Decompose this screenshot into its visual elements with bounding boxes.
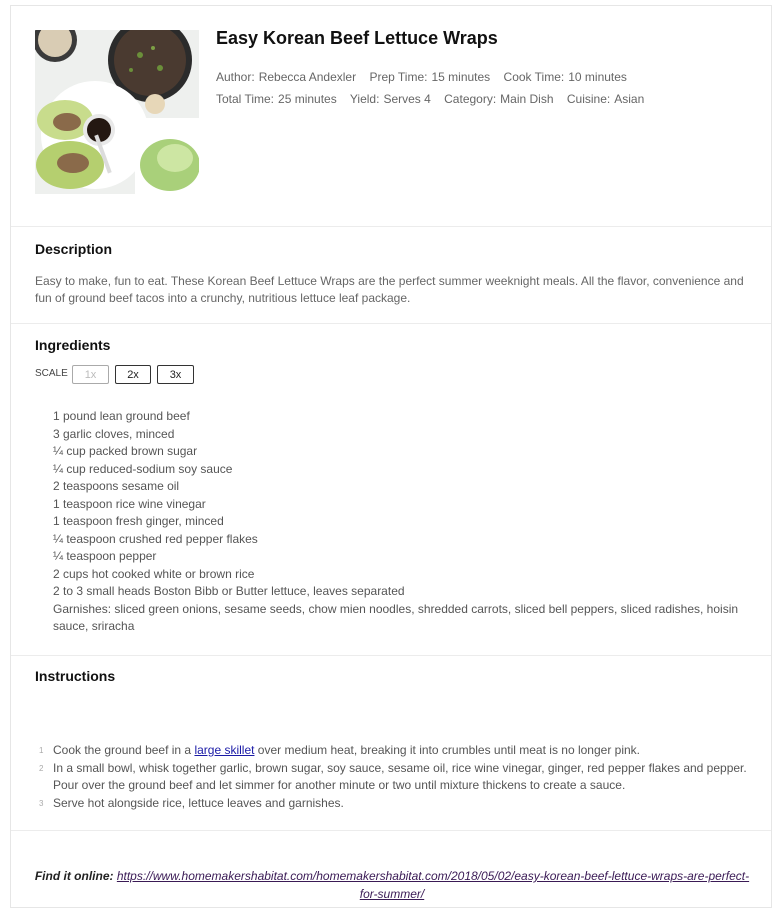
ingredients-heading: Ingredients [35,337,111,353]
step-number: 3 [39,798,44,808]
meta-cuisine: Cuisine: Asian [566,92,645,106]
meta-author: Author: Rebecca Andexler [216,70,357,84]
instruction-step: 3 Serve hot alongside rice, lettuce leaves and garnishes. [53,795,753,813]
ingredients-list [53,408,753,636]
ingredient-item: 1 teaspoon fresh ginger, minced [53,514,224,528]
scale-1x-button[interactable]: 1x [72,365,109,384]
ingredient-item: ¼ teaspoon pepper [53,549,157,563]
instruction-step: 1 Cook the ground beef in a large skillet over medium heat, breaking it into crumbles until meat is no longer pink. [53,742,753,760]
recipe-photo-image [35,30,199,194]
description-text: Easy to make, fun to eat. These Korean Beef Lettuce Wraps are the perfect summer weeknight meals. All the flavor, convenience and fun of ground beef tacos into a crunchy, nutritious lettuce leaf package. [35,274,744,305]
instructions-section [11,656,771,831]
find-online-label: Find it online: [34,869,114,883]
meta-total-time: Total Time: 25 minutes [216,92,337,106]
recipe-photo [35,30,199,194]
ingredients-section [11,324,771,656]
description-heading: Description [35,241,113,257]
scale-2x-button[interactable]: 2x [115,365,151,384]
ingredient-item: 1 teaspoon rice wine vinegar [53,496,206,511]
description-section [11,227,771,324]
recipe-meta-row2 [216,92,654,106]
ingredient-item: 2 to 3 small heads Boston Bibb or Butter lettuce, leaves separated [53,584,405,598]
ingredient-item: Garnishes: sliced green onions, sesame seeds, chow mien noodles, shredded carrots, sliced bell peppers, sliced radishes, hoisin sauce, sriracha [53,601,739,633]
recipe-card [10,5,772,908]
source-url-link[interactable]: https://www.homemakershabitat.com/homemakershabitat.com/2018/05/02/easy-korean-beef-lettuce-wraps-are-perfect-for-summer/ [116,869,750,901]
ingredient-item: ¼ cup reduced-sodium soy sauce [53,461,233,476]
ingredient-item: ¼ teaspoon crushed red pepper flakes [53,531,258,546]
ingredient-item: 3 garlic cloves, minced [53,426,175,441]
ingredient-item: 2 cups hot cooked white or brown rice [53,566,255,581]
instructions-heading: Instructions [35,668,116,684]
instruction-step: 2 In a small bowl, whisk together garlic, brown sugar, soy sauce, sesame oil, rice wine vinegar, ginger, red pepper flakes and pepper. Pour over the ground beef and let simmer for another minute or two until mixture thickens to create a sauce. [39,760,747,792]
large-skillet-link[interactable]: large skillet [194,743,255,757]
ingredient-item: 2 teaspoons sesame oil [53,479,180,493]
find-online [31,867,753,903]
ingredient-item: ¼ cup packed brown sugar [53,444,198,458]
step-number: 1 [39,746,44,755]
meta-category: Category: Main Dish [444,92,554,106]
ingredient-item: 1 pound lean ground beef [53,409,190,423]
step-number: 2 [39,763,44,773]
recipe-title: Easy Korean Beef Lettuce Wraps [216,28,498,48]
instructions-list [39,742,753,812]
recipe-meta-row1 [216,70,637,84]
meta-cook-time: Cook Time: 10 minutes [503,70,627,84]
find-online-section [11,831,771,911]
recipe-header [11,6,771,227]
scale-3x-button[interactable]: 3x [157,365,194,384]
scale-label: SCALE [35,368,68,379]
meta-prep-time: Prep Time: 15 minutes [369,70,491,84]
meta-yield: Yield: Serves 4 [349,92,431,106]
